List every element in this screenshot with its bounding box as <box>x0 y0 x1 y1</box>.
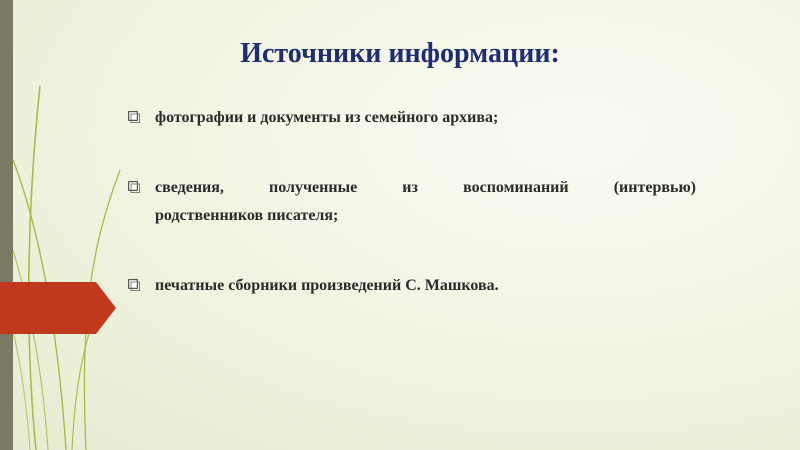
bullet-text: печатные сборники произведений С. Машкова. <box>155 277 499 294</box>
checkbox-square-icon <box>128 181 140 193</box>
bullet-text: фотографии и документы из семейного архива; <box>155 109 499 126</box>
bullet-list <box>128 104 696 300</box>
bullet-text-line2: родственников писателя; <box>155 207 339 224</box>
bullet-item-interviews <box>128 174 696 230</box>
slide-title: Источники информации: <box>240 38 560 69</box>
checkbox-square-icon <box>128 111 140 123</box>
bullet-text-line1: сведения, полученные из воспоминаний (интервью) <box>155 179 696 196</box>
checkbox-square-icon <box>128 279 140 291</box>
bullet-item-family-archive <box>128 104 696 132</box>
bullet-item-printed-collections <box>128 272 696 300</box>
